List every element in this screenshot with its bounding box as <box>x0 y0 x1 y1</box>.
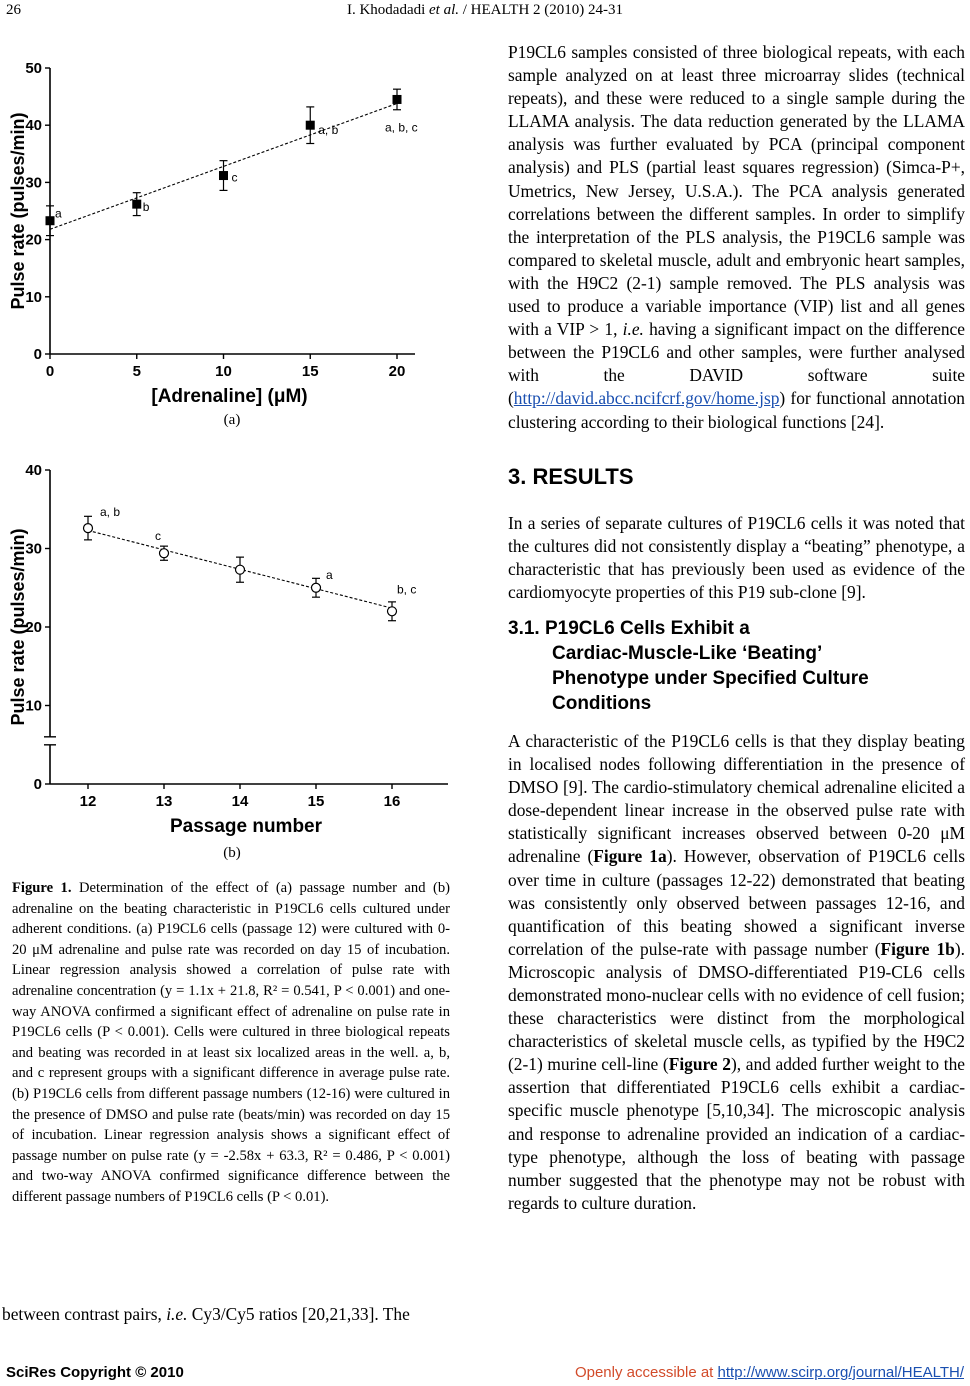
subsection-line-2: Cardiac-Muscle-Like ‘Beating’ <box>552 642 823 664</box>
page-number: 26 <box>6 2 21 18</box>
p3-c: ). Microscopic analysis of DMSO-differentiated P19-CL6 cells demonstrated mono-nuclear cells with no evidence of cell fusion; these characteristics were distinct from the morphological characteristics of skeletal muscle cells, as typified by the H9C2 (2-1) murine cell-line ( <box>508 938 965 1075</box>
footer-access <box>575 1364 964 1381</box>
figure-1a-ref: Figure 1a <box>593 846 667 867</box>
y-tick-label: 40 <box>25 462 42 479</box>
footer-copyright: SciRes Copyright © 2010 <box>6 1364 184 1381</box>
header-etal: et al. <box>429 2 460 18</box>
header-authors: I. Khodadadi <box>346 2 426 18</box>
data-point <box>46 216 55 225</box>
x-tick-label: 15 <box>307 793 325 810</box>
figure-b-label: (b) <box>223 845 241 861</box>
caption-text: Determination of the effect of (a) passage number and (b) adrenaline on the beating characteristic in P19CL6 cells cultured under adherent conditions. (a) P19CL6 cells (passage 12) were cultured with 0-20 μM adrenaline and pulse rate was recorded on day 15 of incubation. Linear regression analysis showed a correlation of pulse rate with adrenaline concentration (y = 1.1x + 21.8, R² = 0.541, P < 0.001) and one-way ANOVA confirmed a significant effect of adrenaline on pulse rate in P19CL6 cells (P < 0.001). Cells were cultured in three biological repeats and beating was recorded in at least six localized areas in the well. a, b, and c represent groups with a significant difference in average pulse rate. (b) P19CL6 cells from different passage numbers (12-16) were cultured in the presence of DMSO and pulse rate (beats/min) was recorded on day 15 of incubation. Linear regression analysis shows a significant effect of passage number on pulse rate (y = -2.58x + 63.3, R² = 0.486, P < 0.001) and two-way ANOVA confirmed significance difference between the different passage numbers of P19CL6 cells (P < 0.01). <box>12 880 451 1205</box>
left-bottom-ie: i.e. <box>166 1304 188 1324</box>
subsection-heading <box>508 616 965 716</box>
y-tick-label: 20 <box>25 619 42 636</box>
point-label: a, b, c <box>385 120 418 135</box>
data-point <box>393 95 402 104</box>
subsection-line-1: P19CL6 Cells Exhibit a <box>544 617 750 639</box>
y-axis-title: Pulse rate (pulses/min) <box>8 528 28 726</box>
david-link[interactable]: http://david.abcc.ncifcrf.gov/home.jsp <box>513 388 780 409</box>
x-axis-title: Passage number <box>169 816 323 837</box>
figure-1b-ref: Figure 1b <box>880 938 955 959</box>
point-label: c <box>155 529 161 544</box>
x-tick-label: 10 <box>215 363 232 380</box>
point-label: a, b <box>100 505 121 520</box>
data-point <box>219 171 228 180</box>
x-tick-label: 14 <box>231 793 249 810</box>
p1-post: ) for functional annotation clustering according to their biological functions [24]. <box>508 388 965 432</box>
y-tick-label: 0 <box>33 346 42 363</box>
chart-a-svg <box>0 40 460 410</box>
point-label: b, c <box>397 582 417 597</box>
point-label: a <box>326 567 333 582</box>
p1-pre: P19CL6 samples consisted of three biological repeats, with each sample analyzed on at least three microarray slides (technical repeats), and these were reduced to a single sample during the LLAMA analysis. The data reduction generated by the LLAMA analysis was further evaluated by PCA (principal component analysis) and PLS (partial least squares regression) (Simca-P+, Umetrics, New Jersey, U.S.A.). The PCA analysis generated correlations between the different samples. In order to simplify the interpretation of the PLS analysis, the P19CL6 sample was compared to skeletal muscle, adult and embryonic heart samples, with the H9C2 (2-1) sample removed. The PLS analysis was used to produce a variable importance (VIP) list and all genes with a VIP > 1, <box>508 42 965 340</box>
figure-1b <box>0 448 460 838</box>
footer-access-text: Openly accessible at <box>574 1364 718 1381</box>
data-point <box>312 583 321 592</box>
p3-a: A characteristic of the P19CL6 cells is that they display beating in localised nodes following differentiation in the presence of DMSO [9]. The cardio-stimulatory chemical adrenaline elicited a dose-dependent linear increase in the observed pulse rate with statistically significant increases observed between 0-20 μM adrenaline ( <box>508 730 965 867</box>
header-journal: / HEALTH 2 (2010) 24-31 <box>462 2 624 18</box>
y-tick-label: 0 <box>33 776 42 793</box>
data-point <box>160 549 169 558</box>
y-tick-label: 30 <box>25 174 42 192</box>
paragraph-results-intro: In a series of separate cultures of P19CL6 cells it was noted that the cultures did not consistently display a “beating” phenotype, a characteristic that has previously been used as evidence of the cardiomyocyte properties of this P19 sub-clone [9]. <box>508 512 965 602</box>
data-point <box>236 565 245 574</box>
p3-d: ), and added further weight to the assertion that differentiated P19CL6 cells exhibit a cardiac-specific muscle phenotype [5,10,34]. The microscopic analysis and response to adrenaline provided an indication of a cardiac-type phenotype, although the loss of beating with passage number suggested that the phenotype may not be robust with regards to culture duration. <box>508 1054 965 1213</box>
p1-mid: having a significant impact on the difference between the P19CL6 and other samples, were further analysed with the DAVID software suite ( <box>508 319 965 409</box>
chart-b-svg <box>0 448 460 838</box>
data-point <box>306 121 315 130</box>
x-tick-label: 0 <box>45 363 55 380</box>
subsection-line-3: Phenotype under Specified Culture <box>552 667 869 689</box>
x-tick-label: 15 <box>301 363 319 380</box>
x-tick-label: 12 <box>79 793 97 810</box>
data-point <box>388 607 397 616</box>
caption-label: Figure 1. <box>12 880 72 896</box>
x-tick-label: 5 <box>132 363 141 380</box>
left-bottom-post: Cy3/Cy5 ratios [20,21,33]. The <box>187 1304 410 1324</box>
point-label: a <box>55 206 62 221</box>
subsection-number: 3.1. <box>508 617 540 639</box>
x-tick-label: 13 <box>155 793 173 810</box>
y-tick-label: 10 <box>25 697 42 715</box>
section-heading-results: 3. RESULTS <box>508 463 634 489</box>
y-tick-label: 10 <box>25 288 42 306</box>
figure-1a <box>0 40 460 410</box>
x-axis-title: [Adrenaline] (μM) <box>151 386 308 407</box>
y-tick-label: 50 <box>25 60 42 77</box>
footer-journal-link[interactable]: http://www.scirp.org/journal/HEALTH/ <box>717 1364 964 1381</box>
x-tick-label: 20 <box>388 363 406 380</box>
axis-break-gap <box>44 737 56 745</box>
left-bottom-pre: between contrast pairs, <box>2 1304 167 1324</box>
paragraph-methods <box>508 41 965 434</box>
running-header <box>0 2 970 19</box>
figure-caption <box>12 878 450 1208</box>
p3-b: ). However, observation of P19CL6 cells over time in culture (passages 12-22) demonstrated that beating was consistently only observed between passages 12-16, and quantification of this beating showed a significant inverse correlation of the pulse-rate with passage number ( <box>508 846 965 959</box>
left-bottom-line <box>2 1303 462 1326</box>
figure-a-label: (a) <box>223 412 241 428</box>
paragraph-results-main <box>508 730 965 1215</box>
right-column <box>508 41 965 1215</box>
y-axis-title: Pulse rate (pulses/min) <box>8 112 28 310</box>
y-tick-label: 20 <box>25 231 42 249</box>
data-point <box>84 524 93 533</box>
data-point <box>132 200 141 209</box>
y-tick-label: 40 <box>25 117 42 135</box>
point-label: c <box>231 170 238 185</box>
p1-ie: i.e. <box>622 319 644 340</box>
point-label: b <box>142 200 150 215</box>
point-label: a, b <box>318 123 339 138</box>
figure-2-ref: Figure 2 <box>668 1054 731 1075</box>
x-tick-label: 16 <box>383 793 401 810</box>
y-tick-label: 30 <box>25 540 42 558</box>
subsection-line-4: Conditions <box>552 692 652 714</box>
